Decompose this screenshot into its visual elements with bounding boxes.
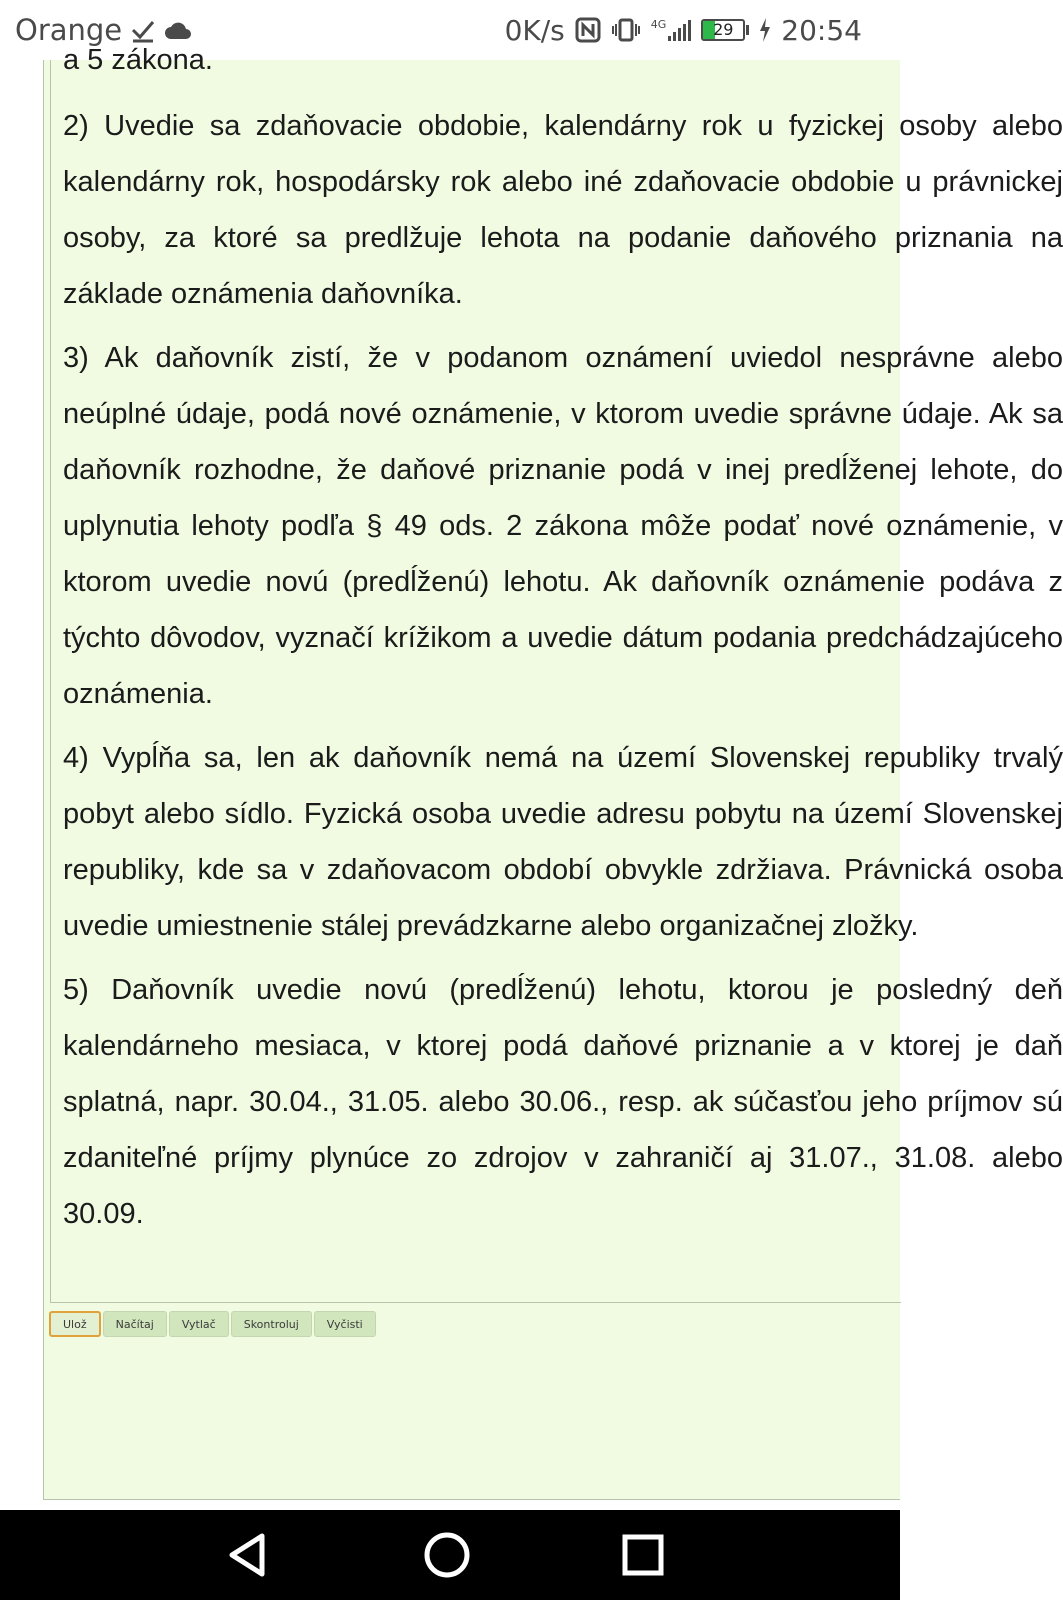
clock: 20:54 bbox=[781, 13, 862, 47]
note-top-line: a 5 zákona. bbox=[63, 44, 213, 76]
clear-button[interactable]: Vyčisti bbox=[314, 1311, 376, 1337]
net-speed: 0K/s bbox=[504, 13, 565, 47]
note-paragraph-5: 5) Daňovník uvedie novú (predĺženú) lehotu, ktorou je posledný deň kalendárneho mesiaca, v ktorej podá daňové priznanie a v ktorej je daň splatná, napr. 30.04., 31.05. alebo 30.06., resp. ak súčasťou jeho príjmov sú zdaniteľné príjmy plynúce zo zdrojov v zahraničí aj 31.07., 31.08. alebo 30.09. bbox=[63, 974, 1063, 1230]
carrier-name: Orange bbox=[15, 13, 123, 47]
load-button[interactable]: Načítaj bbox=[103, 1311, 167, 1337]
form-toolbar bbox=[49, 1311, 376, 1337]
check-button[interactable]: Skontroluj bbox=[231, 1311, 312, 1337]
note-paragraph-4: 4) Vypĺňa sa, len ak daňovník nemá na území Slovenskej republiky trvalý pobyt alebo sídlo. Fyzická osoba uvedie adresu pobytu na území Slovenskej republiky, kde sa v zdaňovacom období obvykle zdržiava. Právnická osoba uvedie umiestnenie stálej prevádzkarne alebo organizačnej zložky. bbox=[63, 742, 1063, 942]
form-page bbox=[43, 44, 1063, 1500]
notes-panel[interactable] bbox=[50, 44, 1063, 1303]
network-type: 4G bbox=[650, 18, 667, 31]
note-paragraph-2: 2) Uvedie sa zdaňovacie obdobie, kalendárny rok u fyzickej osoby alebo kalendárny rok, hospodársky rok alebo iné zdaňovacie obdobie u právnickej osoby, za ktoré sa predlžuje lehota na podanie daňového priznania na základe oznámenia daňovníka. bbox=[63, 110, 1063, 310]
recent-apps-icon[interactable] bbox=[616, 1528, 670, 1582]
battery-percent: 29 bbox=[713, 20, 734, 39]
navigation-bar bbox=[0, 1510, 900, 1600]
save-button[interactable]: Ulož bbox=[49, 1311, 101, 1337]
home-icon[interactable] bbox=[420, 1528, 474, 1582]
notes-content bbox=[63, 32, 1063, 1250]
print-button[interactable]: Vytlač bbox=[169, 1311, 229, 1337]
back-icon[interactable] bbox=[222, 1528, 276, 1582]
note-paragraph-3: 3) Ak daňovník zistí, že v podanom oznámení uviedol nesprávne alebo neúplné údaje, podá nové oznámenie, v ktorom uvedie správne údaje. Ak sa daňovník rozhodne, že daňové priznanie podá v inej predĺženej lehote, do uplynutia lehoty podľa § 49 ods. 2 zákona môže podať nové oznámenie, v ktorom uvedie novú (predĺženú) lehotu. Ak daňovník oznámenie podáva z týchto dôvodov, vyznačí krížikom a uvedie dátum podania predchádzajúceho oznámenia. bbox=[63, 342, 1063, 710]
